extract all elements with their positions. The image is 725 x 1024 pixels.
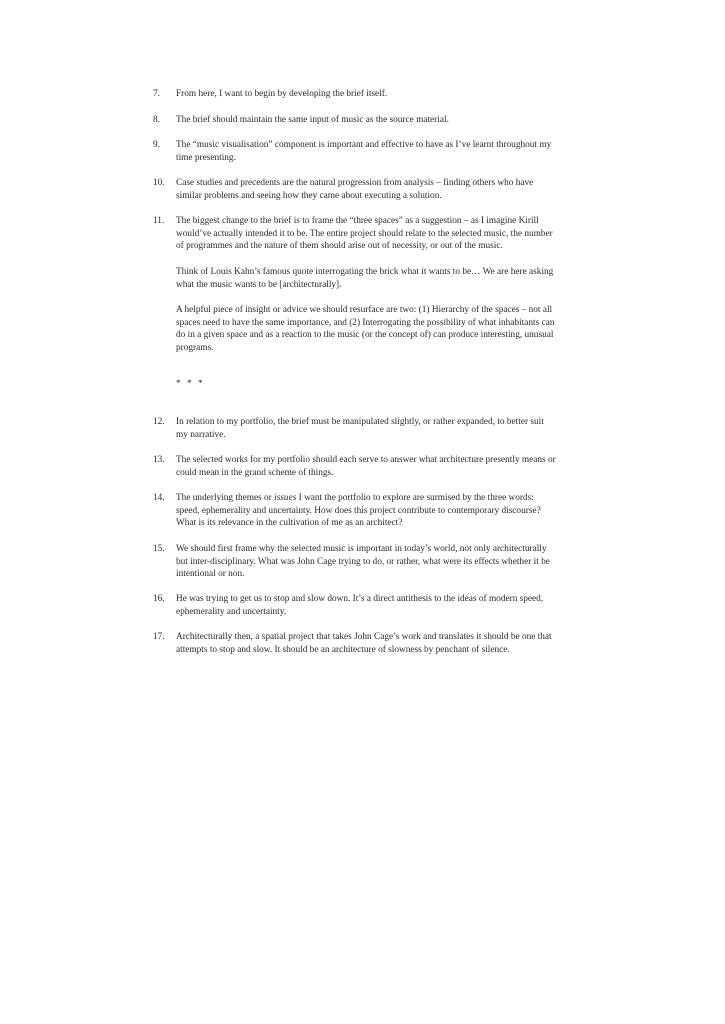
item-text: From here, I want to begin by developing the brief itself. xyxy=(176,89,388,99)
item-number: 17. xyxy=(153,632,165,642)
item-number: 14. xyxy=(153,493,165,503)
item-number: 10. xyxy=(153,178,165,188)
item-number: 15. xyxy=(153,544,165,554)
item-number: 16. xyxy=(153,594,165,604)
item-number: 7. xyxy=(153,89,160,99)
body-paragraph: Think of Louis Kahn’s famous quote interrogating the brick what it wants to be… We are here asking what the music wants to be [architecturally]. xyxy=(176,267,554,290)
item-number: 13. xyxy=(153,455,165,465)
item-text: The biggest change to the brief is to frame the “three spaces” as a suggestion – as I imagine Kirill would’ve actually intended it to be. The entire project should relate to the selected music, the number of programmes and the nature of them should arise out of necessity, or out of the music. xyxy=(176,216,553,252)
item-number: 11. xyxy=(153,216,165,226)
item-text: Case studies and precedents are the natural progression from analysis – finding others who have similar problems and seeing how they came about executing a solution. xyxy=(176,178,534,201)
item-text-emphasis: issues xyxy=(274,493,297,503)
item-text: We should first frame why the selected music is important in today’s world, not only architecturally but inter-disciplinary. What was John Cage trying to do, or rather, what were its effects whether it be intentional or non. xyxy=(176,544,550,580)
item-number: 9. xyxy=(153,140,160,150)
item-text: The brief should maintain the same input of music as the source material. xyxy=(176,115,449,125)
item-text xyxy=(176,492,556,530)
item-number: 8. xyxy=(153,115,160,125)
item-text: In relation to my portfolio, the brief must be manipulated slightly, or rather expanded, to better suit my narrative. xyxy=(176,417,544,440)
item-text: The selected works for my portfolio should each serve to answer what architecture presently means or could mean in the grand scheme of things. xyxy=(176,455,556,478)
item-number: 12. xyxy=(153,417,165,427)
item-text-start: The underlying themes or xyxy=(176,493,275,503)
item-text: He was trying to get us to stop and slow down. It’s a direct antithesis to the ideas of modern speed, ephemerality and uncertainty. xyxy=(176,594,544,617)
item-text-end: I want the portfolio to explore are surmised by the three words: speed, ephemerality and uncertainty. How does this project contribute to contemporary discourse? What is its relevance in the cultivation of me as an architect? xyxy=(176,493,541,529)
item-text: The “music visualisation” component is important and effective to have as I’ve learnt throughout my time presenting. xyxy=(176,140,552,163)
item-text: Architecturally then, a spatial project that takes John Cage’s work and translates it should be one that attempts to stop and slow. It should be an architecture of slowness by penchant of silence. xyxy=(176,632,552,655)
body-paragraph: A helpful piece of insight or advice we should resurface are two: (1) Hierarchy of the spaces – not all spaces need to have the same importance, and (2) Interrogating the possibility of what inhabitants can do in a given space and as a reaction to the music (or the concept of) can produce interesting, unusual programs. xyxy=(176,305,555,353)
section-separator: * * * xyxy=(176,379,205,389)
